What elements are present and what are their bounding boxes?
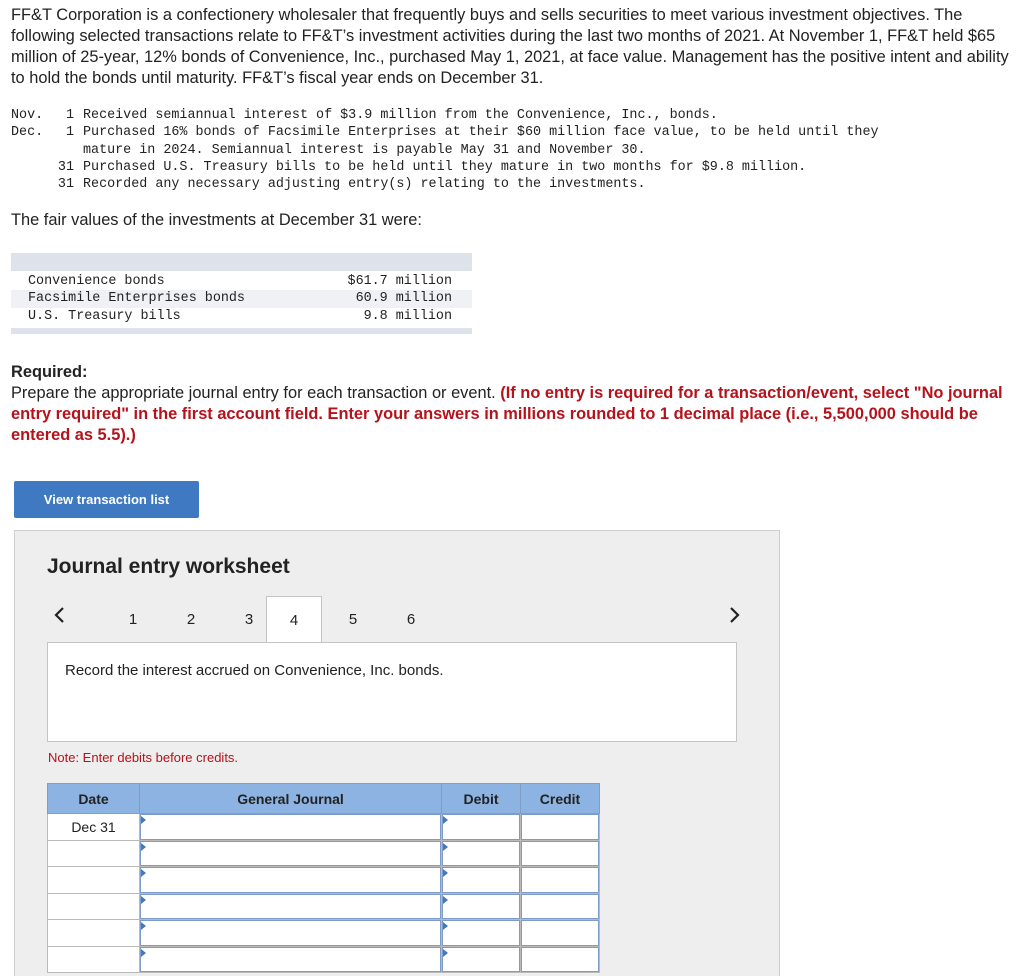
account-cell [140, 893, 442, 920]
credit-input[interactable] [521, 894, 599, 920]
journal-table [47, 783, 600, 973]
view-transaction-list-button[interactable]: View transaction list [14, 481, 199, 518]
tab-4[interactable]: 4 [266, 596, 322, 643]
previous-tab-button[interactable] [47, 600, 71, 630]
fair-value-amount: 60.9 million [355, 291, 452, 307]
worksheet-tabs [15, 596, 781, 642]
debit-cell [442, 893, 521, 920]
table-row [48, 814, 600, 841]
table-row [48, 840, 600, 867]
transaction-month [11, 176, 55, 193]
fair-value-row [11, 273, 472, 290]
account-input[interactable] [140, 947, 441, 973]
transaction-row [11, 124, 879, 141]
credit-input[interactable] [521, 920, 599, 946]
fair-value-name: U.S. Treasury bills [28, 308, 181, 324]
transaction-text: Recorded any necessary adjusting entry(s) relating to the investments. [83, 177, 646, 193]
debit-input[interactable] [442, 920, 520, 946]
account-column-header: General Journal [140, 784, 442, 814]
chevron-left-icon [53, 606, 65, 624]
required-instruction: Prepare the appropriate journal entry for each transaction or event. [11, 384, 501, 402]
fair-value-amount: 9.8 million [363, 308, 452, 324]
fair-value-row [11, 290, 472, 307]
required-heading: Required: [11, 363, 88, 381]
tab-6[interactable]: 6 [406, 610, 416, 628]
transaction-text-continued: mature in 2024. Semiannual interest is payable May 31 and November 30. [83, 142, 646, 158]
credit-input[interactable] [521, 947, 599, 973]
debit-input[interactable] [442, 867, 520, 893]
problem-intro: FF&T Corporation is a confectionery wholesaler that frequently buys and sells securities to meet various investment objectives. The following selected transactions relate to FF&T’s investment activities during the last two months of 2021. At November 1, FF&T held $65 million of 25-year, 12% bonds of Convenience, Inc., purchased May 1, 2021, at face value. Management has the positive intent and ability to hold the bonds until maturity. FF&T’s fiscal year ends on December 31. [11, 6, 1009, 87]
fair-values-table [11, 253, 472, 334]
transaction-row [11, 107, 879, 124]
transaction-day: 1 [65, 125, 74, 141]
tab-5[interactable]: 5 [348, 610, 358, 628]
debit-cell [442, 867, 521, 894]
fair-value-row [11, 308, 472, 325]
credit-input[interactable] [521, 841, 599, 867]
date-cell: Dec 31 [48, 814, 140, 841]
account-input[interactable] [140, 920, 441, 946]
transaction-month: Dec. [11, 125, 44, 141]
transaction-text: Received semiannual interest of $3.9 million from the Convenience, Inc., bonds. [83, 108, 718, 123]
account-cell [140, 867, 442, 894]
credit-cell [521, 920, 600, 947]
date-cell [48, 920, 140, 947]
tab-2[interactable]: 2 [186, 610, 196, 628]
transaction-month: Nov. [11, 108, 44, 123]
fair-values-intro: The fair values of the investments at December 31 were: [11, 211, 422, 229]
debit-cell [442, 946, 521, 973]
instruction-text: Record the interest accrued on Convenience, Inc. bonds. [65, 662, 444, 679]
date-cell [48, 946, 140, 973]
tab-3[interactable]: 3 [244, 610, 254, 628]
required-section [11, 362, 1011, 446]
transaction-list [11, 107, 879, 193]
credit-column-header: Credit [521, 784, 600, 814]
tab-1[interactable]: 1 [128, 610, 138, 628]
journal-header-row [48, 784, 600, 814]
date-cell [48, 867, 140, 894]
debit-input[interactable] [442, 814, 520, 840]
table-row [48, 920, 600, 947]
debit-column-header: Debit [442, 784, 521, 814]
table-row [48, 893, 600, 920]
account-cell [140, 814, 442, 841]
required-text [11, 383, 1011, 446]
credit-cell [521, 867, 600, 894]
next-tab-button[interactable] [723, 600, 747, 630]
transaction-day: 31 [57, 159, 74, 175]
transaction-text: Purchased 16% bonds of Facsimile Enterprises at their $60 million face value, to be held until they [83, 125, 879, 141]
credit-cell [521, 814, 600, 841]
debit-cell [442, 840, 521, 867]
table-row [48, 867, 600, 894]
fair-value-name: Facsimile Enterprises bonds [28, 291, 245, 307]
account-input[interactable] [140, 814, 441, 840]
transaction-text: Purchased U.S. Treasury bills to be held until they mature in two months for $9.8 million. [83, 159, 807, 175]
account-cell [140, 946, 442, 973]
credit-cell [521, 946, 600, 973]
account-input[interactable] [140, 894, 441, 920]
account-input[interactable] [140, 867, 441, 893]
account-cell [140, 920, 442, 947]
credit-cell [521, 893, 600, 920]
fair-value-name: Convenience bonds [28, 274, 165, 289]
table-row [48, 946, 600, 973]
required-emphasis: (If no entry is required for a transaction/event, select "No journal entry required" in the first account field. Enter your answers in millions rounded to 1 decimal place (i.e., 5,500,000 should be entered as 5.5).) [11, 384, 1003, 444]
date-cell [48, 893, 140, 920]
journal-entry-worksheet [14, 530, 780, 976]
transaction-row [11, 159, 879, 176]
transaction-day: 1 [65, 108, 74, 123]
account-input[interactable] [140, 841, 441, 867]
note-text: Note: Enter debits before credits. [48, 750, 239, 765]
debit-input[interactable] [442, 841, 520, 867]
worksheet-title: Journal entry worksheet [47, 555, 290, 578]
debit-input[interactable] [442, 894, 520, 920]
credit-cell [521, 840, 600, 867]
date-cell [48, 840, 140, 867]
transaction-day: 31 [57, 177, 74, 193]
account-cell [140, 840, 442, 867]
chevron-right-icon [729, 606, 741, 624]
debit-input[interactable] [442, 947, 520, 973]
fair-value-amount: $61.7 million [347, 274, 452, 289]
date-column-header: Date [48, 784, 140, 814]
credit-input[interactable] [521, 814, 599, 840]
transaction-month [11, 159, 55, 176]
debit-cell [442, 814, 521, 841]
instruction-box [47, 642, 737, 742]
transaction-row [11, 176, 879, 193]
credit-input[interactable] [521, 867, 599, 893]
debit-cell [442, 920, 521, 947]
